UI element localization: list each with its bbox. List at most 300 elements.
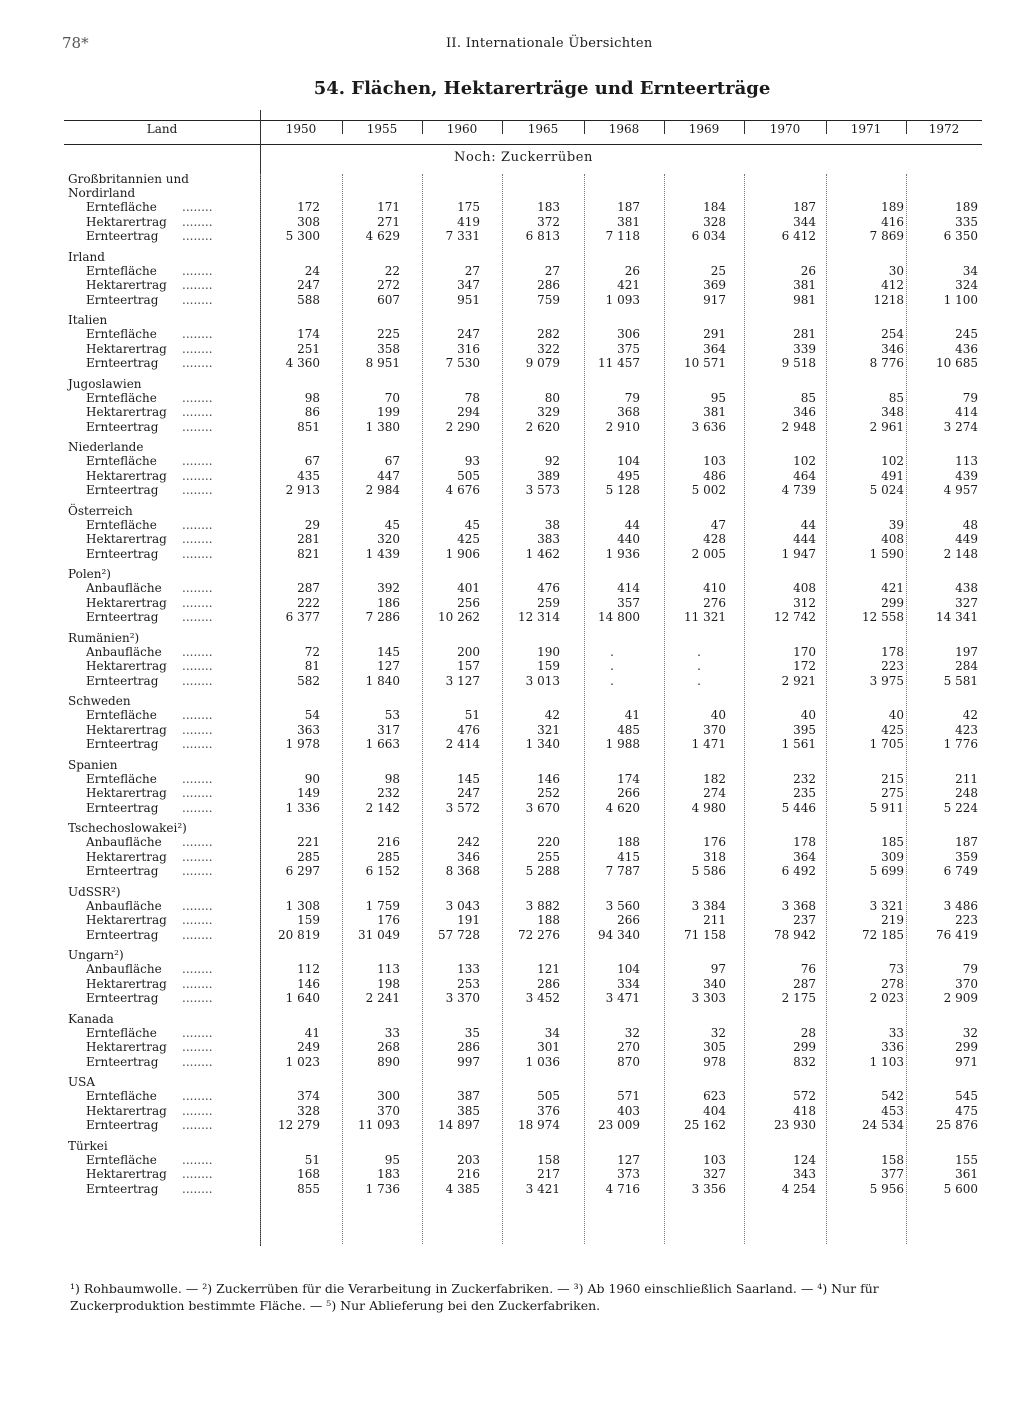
table-cell: 11 457 [598,356,640,370]
row-label: Hektarertrag [86,786,167,800]
table-cell: 10 571 [684,356,726,370]
table-cell: 5 128 [605,483,640,497]
leader-dots: ........ [182,390,213,405]
table-title: 54. Flächen, Hektarerträge und Ernteerträge [313,78,771,99]
table-cell: 495 [617,468,640,483]
table-cell: 1 840 [365,673,400,688]
table-cell: 821 [297,546,320,561]
table-cell: 322 [537,341,560,356]
table-cell: 851 [297,419,320,434]
table-cell: 247 [457,327,480,341]
row-label: Ernteertrag [86,737,159,751]
leader-dots: ........ [182,483,213,497]
table-cell: 158 [537,1152,560,1167]
table-cell: 6 749 [943,864,978,878]
table-cell: 284 [955,659,978,673]
table-cell: 6 492 [781,864,816,878]
table-cell: 387 [457,1089,480,1103]
table-cell: 359 [955,849,978,864]
row-label: Hektarertrag [86,1103,167,1118]
table-cell: 449 [955,532,978,546]
table-cell: 102 [881,454,904,468]
row-label: Hektarertrag [86,214,167,229]
row-label: Erntefläche [86,327,157,341]
table-cell: 408 [793,581,816,595]
table-cell: 90 [304,771,320,786]
table-cell: 299 [793,1040,816,1054]
row-label: Erntefläche [86,1089,157,1103]
table-cell: 20 819 [278,927,320,942]
leader-dots: ........ [182,200,213,214]
table-cell: 1 947 [781,546,816,561]
table-cell: 7 331 [445,229,480,243]
table-cell: 12 314 [518,610,560,624]
table-cell: 383 [537,532,560,546]
table-cell: 182 [703,771,726,786]
table-cell: 26 [624,263,640,278]
table-cell: 286 [537,976,560,991]
table-cell: 7 869 [869,229,904,243]
table-cell: 10 262 [438,610,480,624]
table-cell: . [610,659,614,673]
table-cell: 346 [793,405,816,419]
table-cell: 5 288 [525,864,560,878]
table-cell: 211 [955,771,978,786]
table-cell: 97 [710,962,726,976]
table-cell: 268 [377,1040,400,1054]
leader-dots: ........ [182,292,213,307]
table-cell: 223 [881,659,904,673]
table-cell: 94 340 [598,927,640,942]
table-cell: 997 [457,1054,480,1069]
table-cell: 321 [537,722,560,737]
table-cell: 188 [617,835,640,849]
table-cell: 32 [624,1025,640,1040]
table-cell: 364 [793,849,816,864]
table-cell: 219 [881,913,904,927]
table-cell: 12 742 [774,610,816,624]
table-cell: 1 561 [781,737,816,751]
table-cell: 404 [703,1103,726,1118]
country-name: Großbritannien und [68,172,189,186]
table-cell: 6 813 [525,229,560,243]
table-cell: 475 [955,1103,978,1118]
table-cell: 491 [881,468,904,483]
row-label: Hektarertrag [86,532,167,546]
table-cell: 5 699 [869,864,904,878]
column-rule [664,174,665,1244]
column-rule [826,120,827,134]
table-cell: 146 [537,771,560,786]
table-cell: 377 [881,1167,904,1181]
table-cell: 421 [617,278,640,292]
row-label: Erntefläche [86,200,157,214]
table-cell: 76 [800,962,816,976]
table-cell: 85 [800,390,816,405]
table-cell: 223 [955,913,978,927]
row-label: Ernteertrag [86,292,159,307]
table-cell: 113 [377,962,400,976]
table-cell: 39 [888,517,904,532]
table-cell: 24 [304,263,320,278]
table-cell: 2 909 [943,991,978,1005]
table-cell: 33 [384,1025,400,1040]
table-cell: 113 [955,454,978,468]
table-cell: 3 573 [525,483,560,497]
table-cell: 266 [617,913,640,927]
table-cell: 3 975 [869,673,904,688]
table-cell: 1 036 [525,1054,560,1069]
table-cell: 27 [544,263,560,278]
table-cell: 368 [617,405,640,419]
row-label: Hektarertrag [86,341,167,356]
table-cell: 172 [793,659,816,673]
row-label: Ernteertrag [86,483,159,497]
table-cell: 3 127 [445,673,480,688]
table-cell: 127 [617,1152,640,1167]
table-cell: 381 [617,214,640,229]
table-cell: 216 [377,835,400,849]
table-cell: 435 [297,468,320,483]
table-cell: 67 [304,454,320,468]
table-cell: 1 988 [605,737,640,751]
column-rule [744,120,745,134]
table-cell: 170 [793,644,816,659]
country-name: Spanien [68,757,118,772]
leader-dots: ........ [182,1181,213,1196]
table-cell: 70 [384,390,400,405]
row-label: Ernteertrag [86,1181,159,1196]
table-cell: 5 024 [869,483,904,497]
table-cell: 369 [703,278,726,292]
table-cell: 438 [955,581,978,595]
table-cell: 121 [537,962,560,976]
leader-dots: ........ [182,278,213,292]
table-cell: 623 [703,1089,726,1103]
table-cell: 2 290 [445,419,480,434]
country-name: Österreich [68,503,133,518]
leader-dots: ........ [182,927,213,942]
row-label: Erntefläche [86,390,157,405]
table-cell: 305 [703,1040,726,1054]
table-cell: 339 [793,341,816,356]
table-cell: 5 300 [285,229,320,243]
leader-dots: ........ [182,341,213,356]
header-year: 1960 [446,122,478,136]
table-cell: 1 471 [691,737,726,751]
table-cell: 415 [617,849,640,864]
section-label: Noch: Zuckerrüben [454,150,594,165]
table-cell: 486 [703,468,726,483]
table-cell: 1 023 [285,1054,320,1069]
row-label: Erntefläche [86,263,157,278]
leader-dots: ........ [182,1152,213,1167]
table-cell: 4 676 [445,483,480,497]
table-cell: 336 [881,1040,904,1054]
table-cell: 370 [703,722,726,737]
table-cell: 418 [793,1103,816,1118]
table-cell: 41 [304,1025,320,1040]
table-cell: 176 [703,835,726,849]
country-name: Irland [68,249,105,264]
table-cell: 18 974 [518,1118,560,1132]
table-cell: 38 [544,517,560,532]
table-cell: 1 906 [445,546,480,561]
column-rule [826,174,827,1244]
table-cell: . [697,644,701,659]
table-cell: 29 [304,517,320,532]
row-label: Hektarertrag [86,468,167,483]
table-cell: 385 [457,1103,480,1118]
table-cell: 392 [377,581,400,595]
leader-dots: ........ [182,546,213,561]
table-cell: 870 [617,1054,640,1069]
table-cell: 203 [457,1152,480,1167]
leader-dots: ........ [182,405,213,419]
table-cell: 245 [955,327,978,341]
table-cell: 42 [544,708,560,722]
table-cell: 542 [881,1089,904,1103]
table-cell: 51 [304,1152,320,1167]
table-cell: 183 [537,200,560,214]
table-cell: 414 [617,581,640,595]
row-label: Erntefläche [86,517,157,532]
table-cell: 440 [617,532,640,546]
table-cell: 5 581 [943,673,978,688]
leader-dots: ........ [182,673,213,688]
table-cell: 1 093 [605,292,640,307]
table-cell: 178 [793,835,816,849]
table-cell: 588 [297,292,320,307]
row-label: Anbaufläche [86,581,162,595]
table-cell: 324 [955,278,978,292]
table-cell: 11 093 [358,1118,400,1132]
table-cell: 247 [297,278,320,292]
table-cell: 439 [955,468,978,483]
table-cell: 271 [377,214,400,229]
table-cell: 44 [624,517,640,532]
table-cell: 505 [457,468,480,483]
header-year: 1965 [527,122,559,136]
row-label: Hektarertrag [86,659,167,673]
table-cell: 1 380 [365,419,400,434]
table-cell: 425 [881,722,904,737]
table-cell: 607 [377,292,400,307]
table-cell: 410 [703,581,726,595]
leader-dots: ........ [182,835,213,849]
table-cell: 189 [955,200,978,214]
leader-dots: ........ [182,468,213,483]
table-cell: 917 [703,292,726,307]
table-cell: 35 [464,1025,480,1040]
table-cell: 376 [537,1103,560,1118]
table-cell: 423 [955,722,978,737]
table-cell: 25 876 [936,1118,978,1132]
table-cell: 9 518 [781,356,816,370]
table-cell: 3 636 [691,419,726,434]
country-name: USA [68,1075,95,1089]
leader-dots: ........ [182,991,213,1005]
row-label: Erntefläche [86,454,157,468]
country-name: Schweden [68,694,131,708]
table-cell: 318 [703,849,726,864]
country-name: Rumänien²) [68,630,140,645]
table-cell: 2 961 [869,419,904,434]
table-cell: 476 [537,581,560,595]
country-name: Nordirland [68,186,136,200]
table-cell: 1 978 [285,737,320,751]
table-cell: 855 [297,1181,320,1196]
table-cell: 71 158 [684,927,726,942]
table-cell: 316 [457,341,480,356]
table-cell: 1218 [873,292,904,307]
row-label: Hektarertrag [86,1040,167,1054]
leader-dots: ........ [182,419,213,434]
table-cell: 1 308 [285,898,320,913]
table-cell: 232 [793,771,816,786]
table-cell: 5 002 [691,483,726,497]
table-cell: 291 [703,327,726,341]
table-cell: 51 [464,708,480,722]
table-cell: 3 274 [943,419,978,434]
table-cell: 3 882 [525,898,560,913]
table-cell: 23 930 [774,1118,816,1132]
row-label: Ernteertrag [86,356,159,370]
table-cell: 275 [881,786,904,800]
leader-dots: ........ [182,356,213,370]
leader-dots: ........ [182,644,213,659]
table-cell: 33 [888,1025,904,1040]
table-cell: 276 [703,595,726,610]
row-label: Erntefläche [86,771,157,786]
table-cell: 395 [793,722,816,737]
table-cell: 381 [703,405,726,419]
table-cell: 4 980 [691,800,726,815]
table-cell: 2 948 [781,419,816,434]
table-cell: 25 [710,263,726,278]
table-cell: 34 [962,263,978,278]
table-cell: 285 [297,849,320,864]
table-cell: 2 984 [365,483,400,497]
table-cell: 133 [457,962,480,976]
table-cell: 3 452 [525,991,560,1005]
table-cell: 328 [703,214,726,229]
table-cell: 272 [377,278,400,292]
table-cell: 187 [617,200,640,214]
table-cell: 3 370 [445,991,480,1005]
table-cell: 174 [617,771,640,786]
table-cell: 159 [297,913,320,927]
table-cell: 146 [297,976,320,991]
table-cell: . [610,644,614,659]
table-cell: 832 [793,1054,816,1069]
table-cell: 8 951 [365,356,400,370]
table-cell: 2 142 [365,800,400,815]
table-cell: 357 [617,595,640,610]
country-name: Türkei [68,1138,108,1153]
table-cell: 2 620 [525,419,560,434]
table-cell: 30 [888,263,904,278]
table-cell: 3 321 [869,898,904,913]
table-cell: 171 [377,200,400,214]
table-cell: 14 897 [438,1118,480,1132]
table-cell: 25 162 [684,1118,726,1132]
country-name: Tschechoslowakei²) [68,821,187,835]
leader-dots: ........ [182,517,213,532]
leader-dots: ........ [182,610,213,624]
table-cell: 408 [881,532,904,546]
column-rule [744,174,745,1244]
table-cell: 79 [624,390,640,405]
leader-dots: ........ [182,1103,213,1118]
table-cell: 187 [955,835,978,849]
table-cell: 421 [881,581,904,595]
table-cell: 253 [457,976,480,991]
table-cell: 5 446 [781,800,816,815]
table-cell: 217 [537,1167,560,1181]
table-cell: 285 [377,849,400,864]
table-cell: 1 103 [869,1054,904,1069]
table-cell: 40 [800,708,816,722]
table-cell: 1 705 [869,737,904,751]
table-cell: 389 [537,468,560,483]
table-cell: 127 [377,659,400,673]
table-cell: 419 [457,214,480,229]
table-cell: 2 913 [285,483,320,497]
data-table [64,110,982,1246]
table-cell: 188 [537,913,560,927]
table-cell: 225 [377,327,400,341]
table-cell: 3 013 [525,673,560,688]
table-cell: 4 629 [365,229,400,243]
table-cell: 545 [955,1089,978,1103]
table-cell: 81 [304,659,320,673]
table-cell: 2 910 [605,419,640,434]
column-rule [906,120,907,134]
row-label: Ernteertrag [86,864,159,878]
table-cell: 582 [297,673,320,688]
table-cell: 95 [710,390,726,405]
table-cell: 2 175 [781,991,816,1005]
table-cell: 453 [881,1103,904,1118]
page-number: 78* [62,34,89,52]
table-cell: 572 [793,1089,816,1103]
table-cell: 978 [703,1054,726,1069]
table-cell: 890 [377,1054,400,1069]
leader-dots: ........ [182,1040,213,1054]
leader-dots: ........ [182,898,213,913]
country-name: UdSSR²) [68,884,121,899]
table-cell: 266 [617,786,640,800]
header-land: Land [146,122,178,136]
table-cell: 216 [457,1167,480,1181]
table-cell: 4 360 [285,356,320,370]
table-cell: 93 [464,454,480,468]
row-label: Erntefläche [86,708,157,722]
table-cell: 476 [457,722,480,737]
table-cell: 103 [703,1152,726,1167]
table-cell: 4 739 [781,483,816,497]
table-cell: 10 685 [936,356,978,370]
leader-dots: ........ [182,229,213,243]
table-cell: 328 [297,1103,320,1118]
country-name: Jugoslawien [68,376,142,391]
leader-dots: ........ [182,454,213,468]
table-cell: 3 572 [445,800,480,815]
table-cell: 3 471 [605,991,640,1005]
country-name: Kanada [68,1011,114,1026]
table-cell: 287 [793,976,816,991]
